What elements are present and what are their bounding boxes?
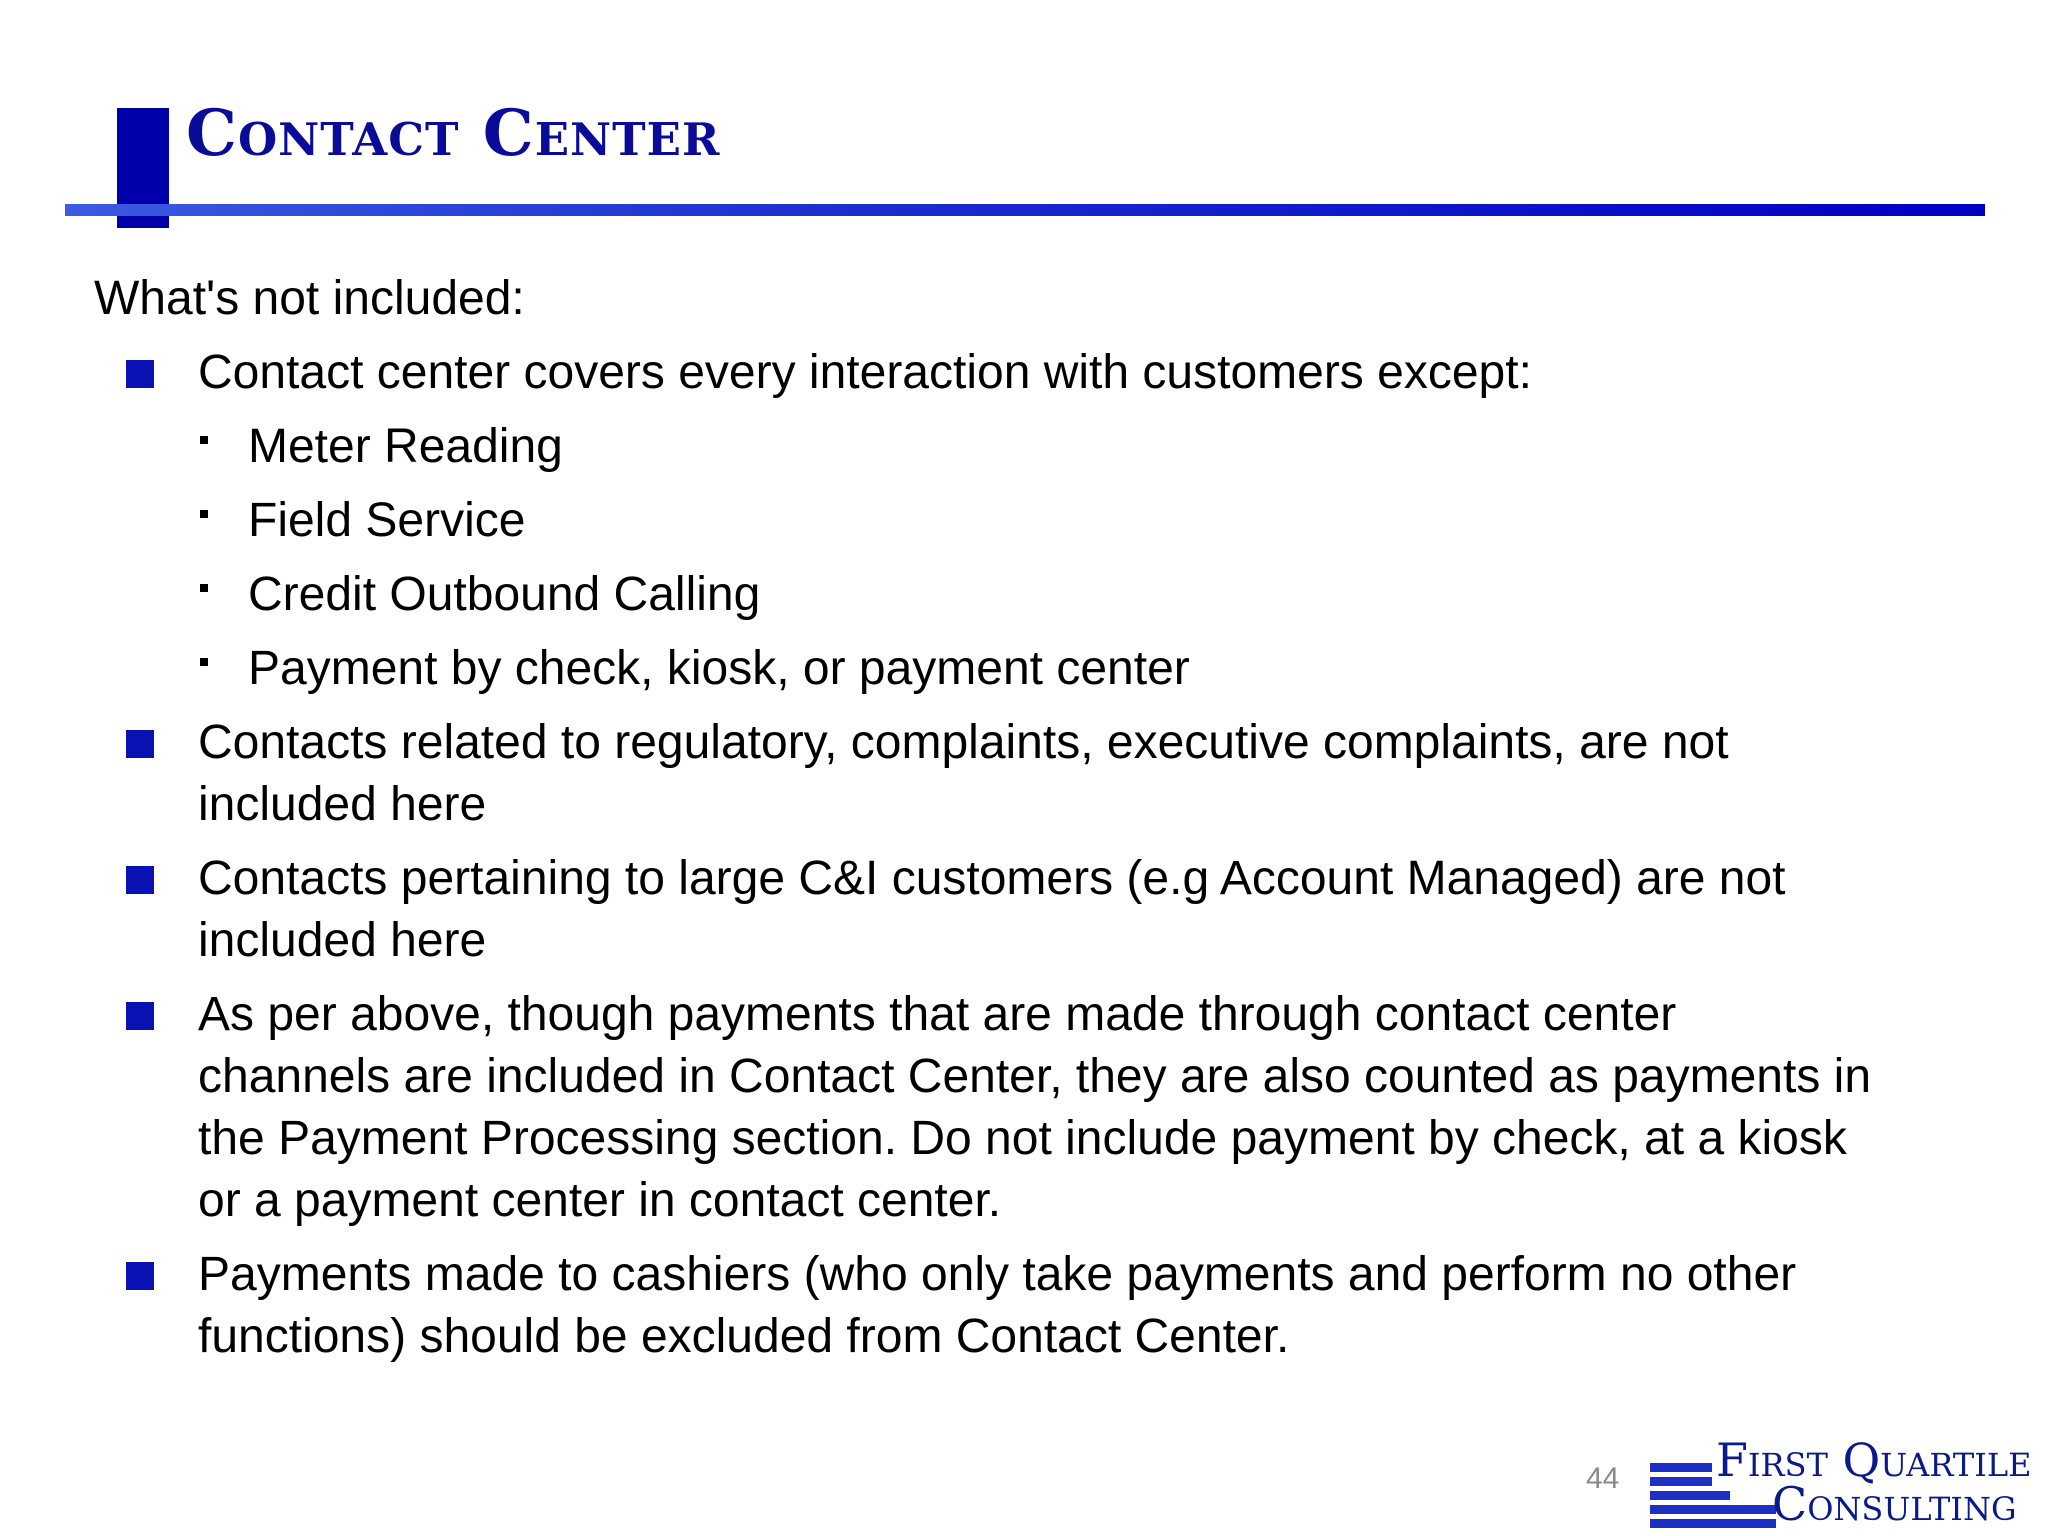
sub-bullet-item bbox=[94, 490, 1874, 552]
bullet-item bbox=[94, 848, 1874, 972]
sub-bullet-text: Field Service bbox=[248, 494, 526, 547]
bullet-text: Contact center covers every interaction with customers except: bbox=[198, 346, 1532, 399]
page-number: 44 bbox=[1586, 1462, 1620, 1495]
bullet-text: Contacts pertaining to large C&I customers (e.g Account Managed) are not included here bbox=[198, 852, 1786, 967]
small-square-bullet-icon bbox=[200, 510, 208, 518]
square-bullet-icon bbox=[126, 360, 154, 388]
slide-title: Contact Center bbox=[186, 96, 721, 171]
intro-text: What's not included: bbox=[94, 272, 525, 325]
sub-bullet-text: Meter Reading bbox=[248, 420, 563, 473]
company-logo bbox=[1640, 1425, 2040, 1531]
square-bullet-icon bbox=[126, 730, 154, 758]
sub-bullet-text: Payment by check, kiosk, or payment center bbox=[248, 642, 1190, 695]
logo-text-line2: Consulting bbox=[1772, 1477, 2017, 1531]
square-bullet-icon bbox=[126, 1002, 154, 1030]
square-bullet-icon bbox=[126, 866, 154, 894]
bullet-item bbox=[94, 342, 1874, 404]
logo-text-line1: First Quartile bbox=[1716, 1433, 2032, 1487]
small-square-bullet-icon bbox=[200, 658, 208, 666]
title-underline-rule bbox=[65, 204, 1985, 216]
square-bullet-icon bbox=[126, 1262, 154, 1290]
bullet-text: Contacts related to regulatory, complaints, executive complaints, are not included here bbox=[198, 716, 1729, 831]
sub-bullet-item bbox=[94, 638, 1874, 700]
bullet-item bbox=[94, 1244, 1874, 1368]
bullet-item bbox=[94, 984, 1874, 1232]
slide-body bbox=[94, 268, 1874, 1380]
bullet-text: Payments made to cashiers (who only take payments and perform no other functions) should be excluded from Contact Center. bbox=[198, 1248, 1797, 1363]
sub-bullet-item bbox=[94, 416, 1874, 478]
bullet-item bbox=[94, 712, 1874, 836]
sub-bullet-item bbox=[94, 564, 1874, 626]
small-square-bullet-icon bbox=[200, 436, 208, 444]
small-square-bullet-icon bbox=[200, 584, 208, 592]
bullet-text: As per above, though payments that are made through contact center channels are included in Contact Center, they are also counted as payments in the Payment Processing section. Do not include payment by check, at a kiosk or a payment center in contact center. bbox=[198, 988, 1872, 1227]
sub-bullet-text: Credit Outbound Calling bbox=[248, 568, 761, 621]
